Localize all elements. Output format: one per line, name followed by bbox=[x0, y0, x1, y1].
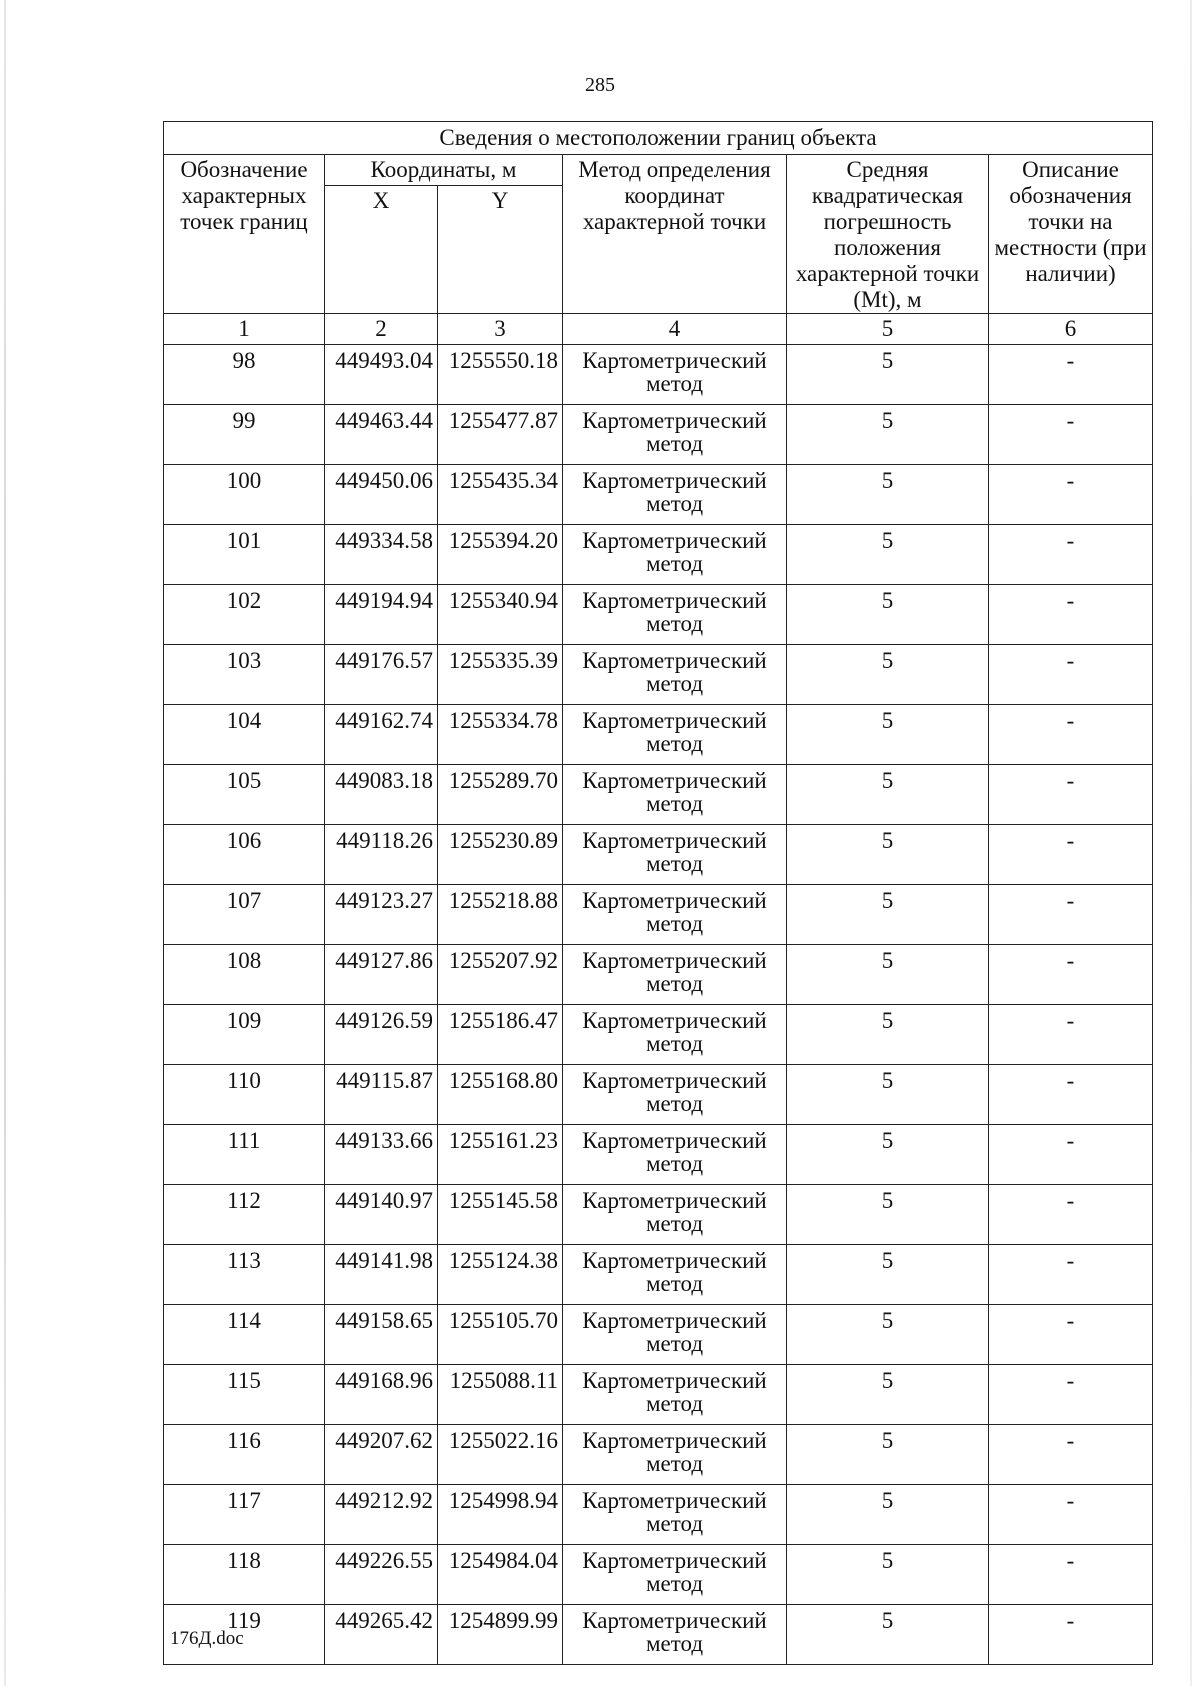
cell-x: 449083.18 bbox=[325, 765, 438, 825]
cell-point: 117 bbox=[164, 1485, 325, 1545]
method-line-1: Картометрический bbox=[582, 1068, 767, 1093]
table-row bbox=[164, 1005, 1153, 1065]
cell-error: 5 bbox=[787, 1125, 989, 1185]
cell-error: 5 bbox=[787, 765, 989, 825]
method-line-1: Картометрический bbox=[582, 1428, 767, 1453]
method-line-2: метод bbox=[645, 1151, 704, 1176]
cell-point: 116 bbox=[164, 1425, 325, 1485]
cell-point: 102 bbox=[164, 585, 325, 645]
method-line-2: метод bbox=[645, 1211, 704, 1236]
method-line-2: метод bbox=[645, 1631, 704, 1656]
cell-error: 5 bbox=[787, 885, 989, 945]
header-error: Средняя квадратическая погрешность положения характерной точки (Mt), м bbox=[787, 155, 989, 314]
cell-method bbox=[563, 1245, 787, 1305]
method-line-1: Картометрический bbox=[582, 1128, 767, 1153]
method-line-2: метод bbox=[645, 1571, 704, 1596]
cell-error: 5 bbox=[787, 1185, 989, 1245]
cell-description: - bbox=[989, 1065, 1153, 1125]
cell-method bbox=[563, 1305, 787, 1365]
cell-description: - bbox=[989, 1545, 1153, 1605]
cell-y: 1255168.80 bbox=[438, 1065, 563, 1125]
table-header bbox=[164, 122, 1153, 345]
cell-method bbox=[563, 1425, 787, 1485]
cell-description: - bbox=[989, 525, 1153, 585]
table-row bbox=[164, 765, 1153, 825]
table-row bbox=[164, 405, 1153, 465]
method-line-2: метод bbox=[645, 1331, 704, 1356]
cell-method bbox=[563, 1185, 787, 1245]
cell-method bbox=[563, 525, 787, 585]
cell-y: 1255394.20 bbox=[438, 525, 563, 585]
cell-description: - bbox=[989, 1605, 1153, 1665]
cell-y: 1255435.34 bbox=[438, 465, 563, 525]
cell-description: - bbox=[989, 1185, 1153, 1245]
table-row bbox=[164, 1485, 1153, 1545]
table-row bbox=[164, 585, 1153, 645]
cell-error: 5 bbox=[787, 1425, 989, 1485]
table-row bbox=[164, 1425, 1153, 1485]
header-coordinates: Координаты, м bbox=[325, 155, 563, 186]
cell-x: 449127.86 bbox=[325, 945, 438, 1005]
cell-x: 449162.74 bbox=[325, 705, 438, 765]
cell-point: 113 bbox=[164, 1245, 325, 1305]
column-number-row bbox=[164, 314, 1153, 345]
cell-point: 110 bbox=[164, 1065, 325, 1125]
cell-x: 449140.97 bbox=[325, 1185, 438, 1245]
cell-x: 449123.27 bbox=[325, 885, 438, 945]
cell-method bbox=[563, 1365, 787, 1425]
cell-method bbox=[563, 465, 787, 525]
cell-y: 1255145.58 bbox=[438, 1185, 563, 1245]
cell-x: 449265.42 bbox=[325, 1605, 438, 1665]
cell-method bbox=[563, 705, 787, 765]
cell-method bbox=[563, 765, 787, 825]
cell-y: 1255022.16 bbox=[438, 1425, 563, 1485]
cell-error: 5 bbox=[787, 1485, 989, 1545]
method-line-1: Картометрический bbox=[582, 948, 767, 973]
cell-description: - bbox=[989, 585, 1153, 645]
cell-description: - bbox=[989, 1365, 1153, 1425]
table-row bbox=[164, 345, 1153, 405]
cell-point: 104 bbox=[164, 705, 325, 765]
cell-description: - bbox=[989, 1005, 1153, 1065]
table-row bbox=[164, 945, 1153, 1005]
cell-y: 1254998.94 bbox=[438, 1485, 563, 1545]
footer-file-name: 176Д.doc bbox=[170, 1628, 244, 1649]
cell-description: - bbox=[989, 885, 1153, 945]
cell-error: 5 bbox=[787, 405, 989, 465]
cell-error: 5 bbox=[787, 945, 989, 1005]
table-caption: Сведения о местоположении границ объекта bbox=[164, 122, 1153, 155]
cell-description: - bbox=[989, 1125, 1153, 1185]
method-line-2: метод bbox=[645, 1091, 704, 1116]
cell-x: 449450.06 bbox=[325, 465, 438, 525]
cell-y: 1254984.04 bbox=[438, 1545, 563, 1605]
cell-method bbox=[563, 825, 787, 885]
cell-method bbox=[563, 1545, 787, 1605]
table-row bbox=[164, 1545, 1153, 1605]
method-line-2: метод bbox=[645, 731, 704, 756]
table-row bbox=[164, 525, 1153, 585]
table-row bbox=[164, 885, 1153, 945]
method-line-1: Картометрический bbox=[582, 348, 767, 373]
cell-method bbox=[563, 585, 787, 645]
method-line-2: метод bbox=[645, 671, 704, 696]
method-line-1: Картометрический bbox=[582, 648, 767, 673]
method-line-1: Картометрический bbox=[582, 1188, 767, 1213]
method-line-1: Картометрический bbox=[582, 588, 767, 613]
cell-x: 449493.04 bbox=[325, 345, 438, 405]
cell-description: - bbox=[989, 705, 1153, 765]
cell-point: 115 bbox=[164, 1365, 325, 1425]
cell-y: 1255550.18 bbox=[438, 345, 563, 405]
cell-y: 1255477.87 bbox=[438, 405, 563, 465]
cell-method bbox=[563, 945, 787, 1005]
cell-y: 1255218.88 bbox=[438, 885, 563, 945]
cell-y: 1255124.38 bbox=[438, 1245, 563, 1305]
table-row bbox=[164, 1305, 1153, 1365]
cell-point: 119 bbox=[164, 1605, 325, 1665]
cell-point: 106 bbox=[164, 825, 325, 885]
method-line-2: метод bbox=[645, 551, 704, 576]
cell-method bbox=[563, 405, 787, 465]
cell-point: 105 bbox=[164, 765, 325, 825]
cell-y: 1255105.70 bbox=[438, 1305, 563, 1365]
method-line-1: Картометрический bbox=[582, 1308, 767, 1333]
cell-y: 1255088.11 bbox=[438, 1365, 563, 1425]
cell-description: - bbox=[989, 1485, 1153, 1545]
cell-method bbox=[563, 1125, 787, 1185]
column-number: 2 bbox=[325, 314, 438, 345]
cell-description: - bbox=[989, 1305, 1153, 1365]
scan-edge-right bbox=[1190, 0, 1192, 1686]
method-line-1: Картометрический bbox=[582, 768, 767, 793]
cell-y: 1255334.78 bbox=[438, 705, 563, 765]
cell-method bbox=[563, 1485, 787, 1545]
scan-edge-left bbox=[4, 0, 6, 1686]
cell-x: 449194.94 bbox=[325, 585, 438, 645]
boundary-table bbox=[163, 121, 1153, 1665]
method-line-2: метод bbox=[645, 1271, 704, 1296]
cell-error: 5 bbox=[787, 825, 989, 885]
header-x: X bbox=[325, 186, 438, 314]
column-number: 1 bbox=[164, 314, 325, 345]
cell-error: 5 bbox=[787, 345, 989, 405]
cell-x: 449126.59 bbox=[325, 1005, 438, 1065]
cell-method bbox=[563, 645, 787, 705]
cell-error: 5 bbox=[787, 1245, 989, 1305]
cell-point: 114 bbox=[164, 1305, 325, 1365]
cell-x: 449334.58 bbox=[325, 525, 438, 585]
cell-point: 99 bbox=[164, 405, 325, 465]
cell-method bbox=[563, 1605, 787, 1665]
method-line-2: метод bbox=[645, 491, 704, 516]
cell-point: 118 bbox=[164, 1545, 325, 1605]
cell-error: 5 bbox=[787, 1365, 989, 1425]
cell-point: 109 bbox=[164, 1005, 325, 1065]
cell-x: 449168.96 bbox=[325, 1365, 438, 1425]
cell-description: - bbox=[989, 825, 1153, 885]
method-line-1: Картометрический bbox=[582, 1488, 767, 1513]
method-line-1: Картометрический bbox=[582, 708, 767, 733]
cell-error: 5 bbox=[787, 1065, 989, 1125]
cell-error: 5 bbox=[787, 525, 989, 585]
method-line-1: Картометрический bbox=[582, 1368, 767, 1393]
method-line-2: метод bbox=[645, 911, 704, 936]
cell-method bbox=[563, 885, 787, 945]
cell-description: - bbox=[989, 1245, 1153, 1305]
cell-point: 111 bbox=[164, 1125, 325, 1185]
cell-x: 449212.92 bbox=[325, 1485, 438, 1545]
cell-description: - bbox=[989, 945, 1153, 1005]
method-line-1: Картометрический bbox=[582, 1008, 767, 1033]
cell-error: 5 bbox=[787, 1545, 989, 1605]
header-description: Описание обозначения точки на местности (при наличии) bbox=[989, 155, 1153, 314]
cell-error: 5 bbox=[787, 645, 989, 705]
column-number: 6 bbox=[989, 314, 1153, 345]
method-line-2: метод bbox=[645, 611, 704, 636]
cell-y: 1255340.94 bbox=[438, 585, 563, 645]
page-number: 285 bbox=[585, 74, 615, 96]
header-method: Метод определения координат характерной точки bbox=[563, 155, 787, 314]
cell-y: 1254899.99 bbox=[438, 1605, 563, 1665]
column-number: 4 bbox=[563, 314, 787, 345]
method-line-2: метод bbox=[645, 1391, 704, 1416]
cell-error: 5 bbox=[787, 1605, 989, 1665]
cell-description: - bbox=[989, 465, 1153, 525]
cell-x: 449141.98 bbox=[325, 1245, 438, 1305]
cell-point: 101 bbox=[164, 525, 325, 585]
cell-point: 108 bbox=[164, 945, 325, 1005]
cell-y: 1255289.70 bbox=[438, 765, 563, 825]
column-number: 3 bbox=[438, 314, 563, 345]
cell-method bbox=[563, 1005, 787, 1065]
cell-error: 5 bbox=[787, 1005, 989, 1065]
table-row bbox=[164, 465, 1153, 525]
column-number: 5 bbox=[787, 314, 989, 345]
method-line-1: Картометрический bbox=[582, 1608, 767, 1633]
table-row bbox=[164, 1605, 1153, 1665]
cell-x: 449115.87 bbox=[325, 1065, 438, 1125]
table-row bbox=[164, 825, 1153, 885]
method-line-2: метод bbox=[645, 1511, 704, 1536]
method-line-2: метод bbox=[645, 1031, 704, 1056]
boundary-table-container bbox=[163, 121, 1152, 1665]
header-y: Y bbox=[438, 186, 563, 314]
cell-y: 1255335.39 bbox=[438, 645, 563, 705]
method-line-2: метод bbox=[645, 371, 704, 396]
cell-description: - bbox=[989, 345, 1153, 405]
method-line-2: метод bbox=[645, 431, 704, 456]
method-line-2: метод bbox=[645, 791, 704, 816]
method-line-2: метод bbox=[645, 851, 704, 876]
cell-y: 1255186.47 bbox=[438, 1005, 563, 1065]
method-line-2: метод bbox=[645, 971, 704, 996]
table-body bbox=[164, 345, 1153, 1665]
method-line-1: Картометрический bbox=[582, 528, 767, 553]
cell-x: 449133.66 bbox=[325, 1125, 438, 1185]
cell-x: 449176.57 bbox=[325, 645, 438, 705]
cell-point: 100 bbox=[164, 465, 325, 525]
table-row bbox=[164, 645, 1153, 705]
cell-x: 449207.62 bbox=[325, 1425, 438, 1485]
cell-error: 5 bbox=[787, 585, 989, 645]
table-row bbox=[164, 1125, 1153, 1185]
cell-x: 449463.44 bbox=[325, 405, 438, 465]
cell-point: 112 bbox=[164, 1185, 325, 1245]
cell-error: 5 bbox=[787, 705, 989, 765]
cell-y: 1255161.23 bbox=[438, 1125, 563, 1185]
method-line-1: Картометрический bbox=[582, 888, 767, 913]
method-line-1: Картометрический bbox=[582, 408, 767, 433]
cell-description: - bbox=[989, 765, 1153, 825]
table-row bbox=[164, 1185, 1153, 1245]
method-line-1: Картометрический bbox=[582, 1548, 767, 1573]
cell-description: - bbox=[989, 1425, 1153, 1485]
cell-y: 1255230.89 bbox=[438, 825, 563, 885]
method-line-1: Картометрический bbox=[582, 828, 767, 853]
cell-error: 5 bbox=[787, 465, 989, 525]
cell-x: 449118.26 bbox=[325, 825, 438, 885]
table-row bbox=[164, 1065, 1153, 1125]
cell-point: 103 bbox=[164, 645, 325, 705]
cell-point: 107 bbox=[164, 885, 325, 945]
method-line-2: метод bbox=[645, 1451, 704, 1476]
cell-x: 449226.55 bbox=[325, 1545, 438, 1605]
cell-description: - bbox=[989, 405, 1153, 465]
method-line-1: Картометрический bbox=[582, 1248, 767, 1273]
table-row bbox=[164, 705, 1153, 765]
table-row bbox=[164, 1245, 1153, 1305]
cell-method bbox=[563, 345, 787, 405]
cell-error: 5 bbox=[787, 1305, 989, 1365]
cell-x: 449158.65 bbox=[325, 1305, 438, 1365]
cell-method bbox=[563, 1065, 787, 1125]
cell-point: 98 bbox=[164, 345, 325, 405]
table-row bbox=[164, 1365, 1153, 1425]
cell-description: - bbox=[989, 645, 1153, 705]
method-line-1: Картометрический bbox=[582, 468, 767, 493]
header-designation: Обозначение характерных точек границ bbox=[164, 155, 325, 314]
cell-y: 1255207.92 bbox=[438, 945, 563, 1005]
